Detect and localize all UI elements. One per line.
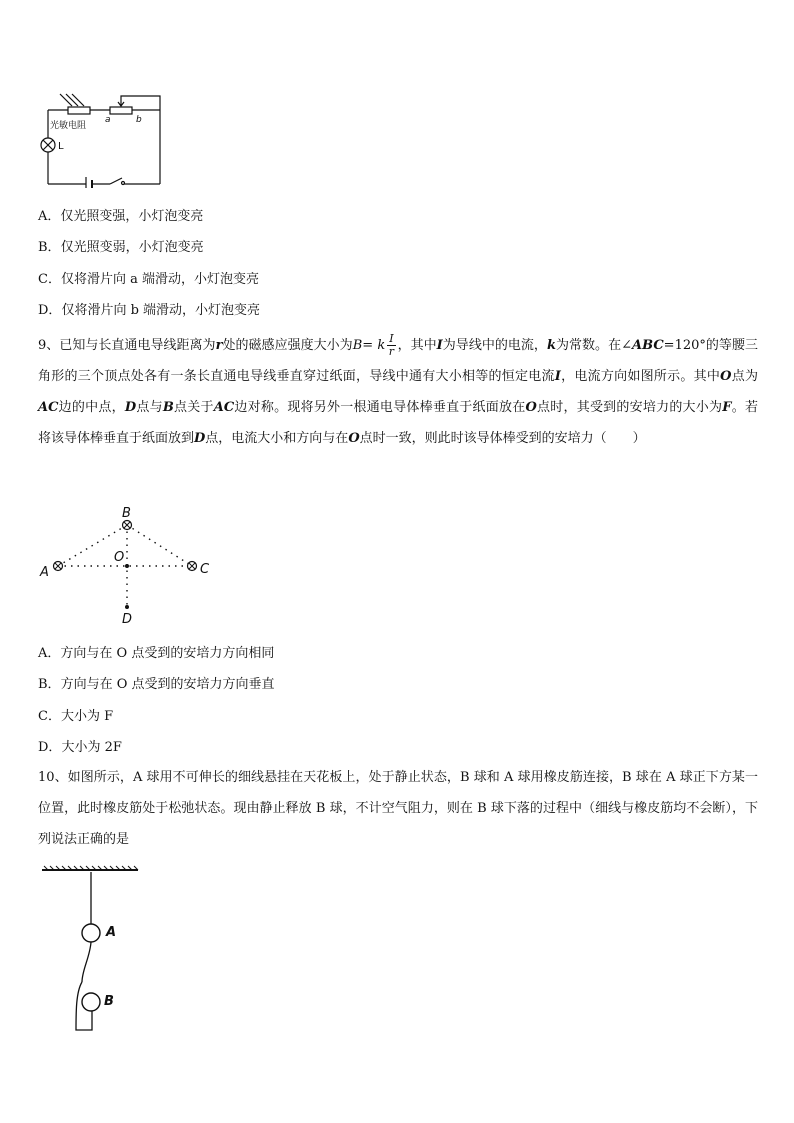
- photoresistor-label: 光敏电阻: [50, 121, 87, 131]
- q8-option-b: B．仅光照变弱，小灯泡变亮: [38, 240, 204, 255]
- hanging-balls-diagram: [36, 862, 146, 1037]
- formula-fraction: $\frac{I}{r}$: [388, 332, 395, 358]
- q9-option-b: B．方向与在 O 点受到的安培力方向垂直: [38, 677, 275, 692]
- q9-option-c: C．大小为 F: [38, 709, 114, 724]
- triangle-wire-diagram: [36, 503, 216, 628]
- q9-option-d: D．大小为 2F: [38, 740, 122, 755]
- label-o: O: [114, 550, 125, 565]
- label-c: C: [200, 562, 210, 577]
- label-d: D: [122, 612, 133, 627]
- q8-option-a: A．仅光照变强，小灯泡变亮: [38, 209, 204, 224]
- q8-option-d: D．仅将滑片向 b 端滑动，小灯泡变亮: [38, 303, 261, 318]
- terminal-b-label: b: [136, 115, 142, 125]
- q9-stem: 9、已知与长直通电导线距离为r处的磁感应强度大小为B= k $\frac{I}{r}$ ，其中I为导线中的电流，k为常数。在∠ABC=120°的等腰三角形的三个顶点处各有一条长直通电导线垂直穿过纸面，导线中通有大小相等的恒定电流I，电流方向如图所示。其中O点为AC边的中点，D点与B点关于AC边对称。现将另外一根通电导体棒垂直于纸面放在O点时，其受到的安培力的大小为F。若将该导体棒垂直于纸面放到D点，电流大小和方向与在O点时一致，则此时该导体棒受到的安培力（ ）: [38, 332, 758, 446]
- point-d: [125, 605, 129, 609]
- label-ball-b: B: [104, 994, 114, 1009]
- q8-option-c: C．仅将滑片向 a 端滑动，小灯泡变亮: [38, 272, 259, 287]
- label-b: B: [122, 506, 131, 521]
- lamp-label: L: [58, 141, 64, 152]
- label-ball-a: A: [106, 925, 117, 940]
- q9-option-a: A．方向与在 O 点受到的安培力方向相同: [38, 646, 275, 661]
- circuit-diagram: [38, 88, 168, 188]
- label-a: A: [40, 565, 49, 580]
- terminal-a-label: a: [105, 115, 111, 125]
- q10-stem: 10、如图所示，A 球用不可伸长的细线悬挂在天花板上，处于静止状态，B 球和 A 球用橡皮筋连接，B 球在 A 球正下方某一位置，此时橡皮筋处于松弛状态。现由静止释放 B 球，不计空气阻力，则在 B 球下落的过程中（细线与橡皮筋均不会断），下列说法正确的是: [38, 770, 758, 847]
- point-o: [125, 564, 129, 568]
